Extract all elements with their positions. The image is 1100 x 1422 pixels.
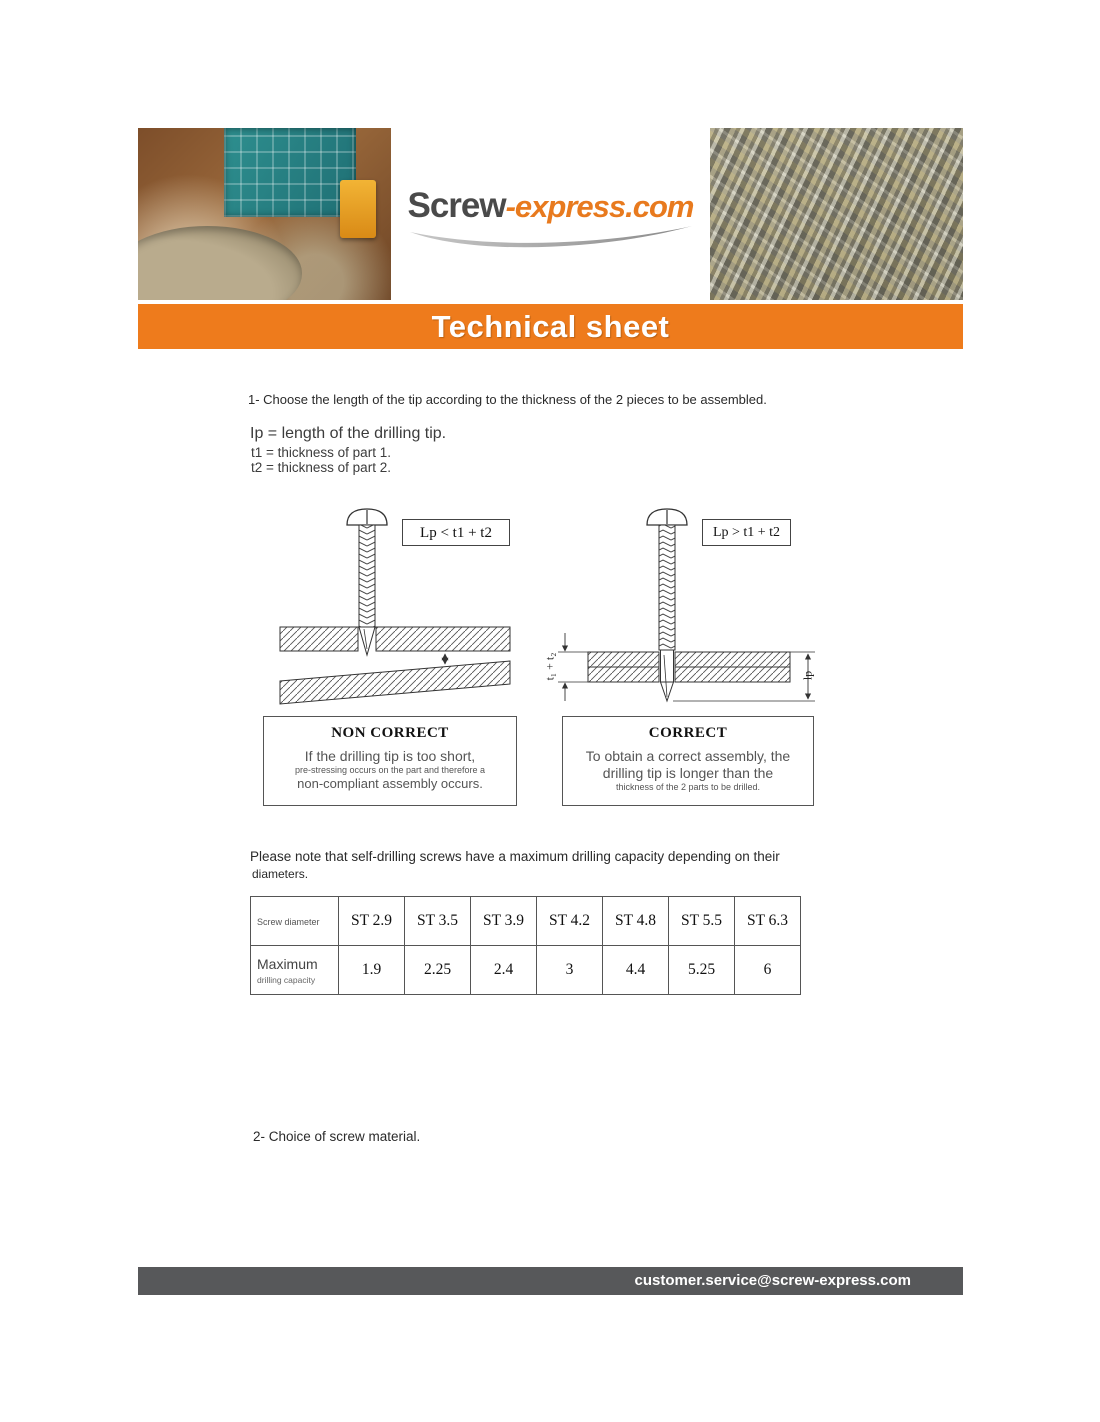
capacity-note-line2: diameters. bbox=[252, 867, 309, 881]
capacity-cell: 5.25 bbox=[669, 946, 735, 995]
capacity-cell: 2.4 bbox=[471, 946, 537, 995]
capacity-cell: 1.9 bbox=[339, 946, 405, 995]
table-row-diameters bbox=[251, 897, 801, 946]
diameter-cell: ST 2.9 bbox=[339, 897, 405, 946]
non-correct-line3: non-compliant assembly occurs. bbox=[297, 776, 483, 791]
page-title: Technical sheet bbox=[138, 304, 963, 349]
brand-logo bbox=[391, 186, 710, 226]
non-correct-title: NON CORRECT bbox=[331, 725, 449, 741]
row-header-capacity-sub: drilling capacity bbox=[257, 974, 316, 985]
row-header-diameter-label: Screw diameter bbox=[257, 917, 320, 927]
row-header-diameter bbox=[251, 897, 339, 946]
logo-area bbox=[391, 128, 710, 300]
dimension-label-lp: lp bbox=[800, 670, 815, 681]
hands-sleeve bbox=[138, 226, 302, 300]
capacity-note-line1: Please note that self-drilling screws have a maximum drilling capacity depending on their bbox=[250, 849, 780, 864]
logo-text-screw: Screw bbox=[407, 186, 506, 225]
capacity-cell: 6 bbox=[735, 946, 801, 995]
diameter-cell: ST 4.2 bbox=[537, 897, 603, 946]
formula-box-correct: Lp > t1 + t2 bbox=[702, 519, 791, 546]
correct-line1: To obtain a correct assembly, the bbox=[585, 748, 791, 764]
dimension-label-t1t2: t₁ + t₂ bbox=[542, 652, 557, 681]
logo-text-express: -express.com bbox=[505, 189, 694, 224]
logo-swoosh bbox=[406, 224, 696, 258]
diameter-cell: ST 6.3 bbox=[735, 897, 801, 946]
non-correct-line1: If the drilling tip is too short, bbox=[304, 748, 476, 764]
non-correct-box bbox=[263, 716, 517, 806]
diameter-cell: ST 3.5 bbox=[405, 897, 471, 946]
correct-title: CORRECT bbox=[648, 725, 728, 741]
footer-bar bbox=[138, 1267, 963, 1295]
legend-lp: Ip = length of the drilling tip. bbox=[250, 425, 447, 442]
screw-organizer-tray bbox=[224, 128, 356, 217]
tape-measure bbox=[340, 180, 375, 238]
capacity-cell: 3 bbox=[537, 946, 603, 995]
correct-line3: thickness of the 2 parts to be drilled. bbox=[615, 782, 761, 792]
non-correct-line2: pre-stressing occurs on the part and therefore a bbox=[294, 765, 486, 775]
section1-intro: 1- Choose the length of the tip according to the thickness of the 2 pieces to be assembled. bbox=[248, 392, 767, 407]
capacity-cell: 4.4 bbox=[603, 946, 669, 995]
diameter-cell: ST 5.5 bbox=[669, 897, 735, 946]
row-header-capacity-main: Maximum bbox=[257, 955, 318, 972]
legend-t1: t1 = thickness of part 1. bbox=[251, 445, 391, 460]
header-band bbox=[138, 128, 963, 300]
row-header-capacity bbox=[251, 946, 339, 995]
workbench-photo bbox=[138, 128, 391, 300]
footer-email: customer.service@screw-express.com bbox=[634, 1272, 911, 1289]
section2-title: 2- Choice of screw material. bbox=[253, 1129, 421, 1144]
screws-pile-photo bbox=[710, 128, 963, 300]
capacity-cell: 2.25 bbox=[405, 946, 471, 995]
correct-line2: drilling tip is longer than the bbox=[602, 765, 774, 781]
formula-box-incorrect: Lp < t1 + t2 bbox=[402, 519, 510, 546]
table-row-capacities bbox=[251, 946, 801, 995]
diameter-cell: ST 3.9 bbox=[471, 897, 537, 946]
drilling-capacity-table bbox=[250, 896, 801, 995]
diameter-cell: ST 4.8 bbox=[603, 897, 669, 946]
correct-box bbox=[562, 716, 814, 806]
legend-t2: t2 = thickness of part 2. bbox=[251, 460, 391, 475]
